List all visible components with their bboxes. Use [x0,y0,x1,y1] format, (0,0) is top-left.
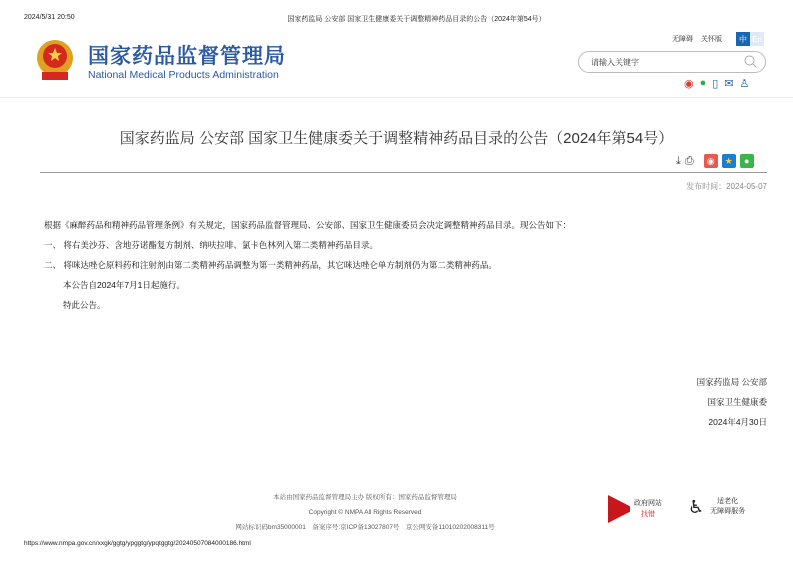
error-report-label: 找错 [641,511,655,518]
wheelchair-icon: ♿ [688,497,705,517]
logo-title-en[interactable]: National Medical Products Administration [88,69,279,81]
footer-registration[interactable]: 网站标识码bm35000001 备案序号:京ICP备13027807号 京公网安备11010202008311号 [235,524,495,531]
share-qzone-icon[interactable]: ★ [722,154,736,168]
gov-site-icon [608,495,630,523]
article-body [44,215,571,315]
user-icon[interactable]: ♙ [739,78,750,90]
search-input[interactable] [578,51,766,73]
signature-line: 国家药监局 公安部 [696,377,767,387]
search-icon[interactable] [744,55,757,68]
search-placeholder: 请输入关键字 [591,58,639,67]
footer-copyright: Copyright © NMPA All Rights Reserved [308,509,422,516]
article-title: 国家药监局 公安部 国家卫生健康委关于调整精神药品目录的公告（2024年第54号） [119,130,674,147]
gov-site-error-report[interactable] [608,495,662,523]
print-icon[interactable]: ⎙ [684,154,694,167]
gov-site-label: 政府网站 [634,500,662,507]
accessibility-service-label: 无障碍服务 [710,508,746,515]
paragraph: 二、 将咪达唑仑原料药和注射剂由第二类精神药品调整为第一类精神药品，其它咪达唑仑单方制剂仍为第二类精神药品。 [44,260,497,270]
signature-line: 2024年4月30日 [708,417,767,427]
share-weibo-icon[interactable]: ◉ [704,154,718,168]
footer [200,490,530,535]
accessibility-link[interactable]: 无障碍 [672,36,693,43]
title-divider [40,172,767,173]
paragraph: 特此公告。 [63,300,106,310]
mobile-icon[interactable]: ▯ [712,78,719,90]
paragraph: 一、 将右美沙芬、含地芬诺酯复方制剂、纳呋拉啡、氯卡色林列入第二类精神药品目录。 [44,240,378,250]
share-wechat-icon[interactable]: ● [740,154,754,168]
signature [697,372,767,432]
lang-en-button[interactable]: En [750,32,764,46]
wechat-icon[interactable]: ● [699,77,707,89]
lang-zh-button[interactable]: 中 [736,32,750,46]
paragraph: 本公告自2024年7月1日起施行。 [63,280,185,290]
weibo-icon[interactable]: ◉ [684,78,694,90]
footer-sponsor: 本站由国家药品监督管理局主办 版权所有：国家药品监督管理局 [273,494,457,501]
mail-icon[interactable]: ✉ [724,78,734,90]
care-version-link[interactable]: 关怀版 [701,36,722,43]
print-datetime: 2024/5/31 20:50 [24,14,75,21]
download-icon[interactable]: ⤓ [676,154,681,167]
elderly-label: 适老化 [717,498,739,505]
paragraph: 根据《麻醉药品和精神药品管理条例》有关规定，国家药品监督管理局、公安部、国家卫生健康委员会决定调整精神药品目录。现公告如下： [44,220,572,230]
signature-line: 国家卫生健康委 [707,397,767,407]
print-page-title: 国家药监局 公安部 国家卫生健康委关于调整精神药品目录的公告（2024年第54号） [287,16,546,23]
header-divider [0,97,793,98]
logo-title-cn[interactable]: 国家药品监督管理局 [88,45,286,68]
page-url: https://www.nmpa.gov.cn/xxgk/ggtg/ypggtg/ypqtggtg/20240507084000186.html [24,540,251,547]
national-emblem-icon [34,38,76,82]
elderly-accessibility-service[interactable] [688,497,745,517]
publish-date: 发布时间：2024-05-07 [686,182,767,191]
